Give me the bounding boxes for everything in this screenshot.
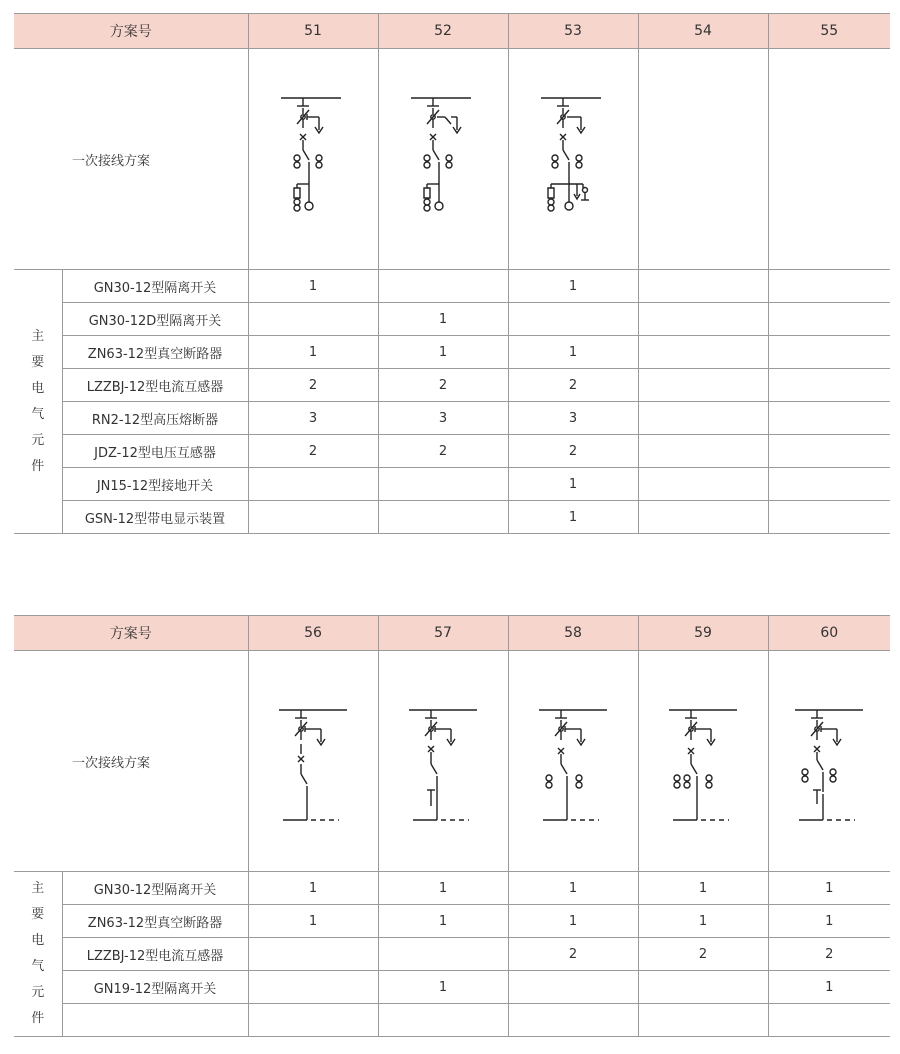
scheme-number: 57 [378,616,508,651]
component-group-label: 主 要 电 气 元 件 [14,270,62,534]
scheme-number: 58 [508,616,638,651]
component-qty [638,402,768,435]
component-qty: 1 [248,872,378,905]
component-qty: 1 [638,905,768,938]
header-row [14,616,890,651]
component-qty [768,402,890,435]
component-qty [248,1004,378,1037]
component-qty: 1 [378,905,508,938]
component-qty [768,270,890,303]
component-qty: 2 [768,938,890,971]
component-qty: 2 [378,369,508,402]
component-qty: 1 [508,501,638,534]
component-row [14,905,890,938]
component-qty [768,369,890,402]
component-qty [638,1004,768,1037]
component-qty: 2 [378,435,508,468]
header-label: 方案号 [14,14,248,49]
wiring-diagram-57 [378,651,508,872]
component-qty: 2 [508,369,638,402]
scheme-number: 56 [248,616,378,651]
component-qty [638,971,768,1004]
component-qty: 3 [248,402,378,435]
component-qty [638,468,768,501]
component-qty: 1 [508,468,638,501]
component-row [14,1004,890,1037]
scheme-number: 54 [638,14,768,49]
wiring-diagram-53 [508,49,638,270]
component-qty: 1 [248,905,378,938]
component-name: JN15-12型接地开关 [62,468,248,501]
component-row [14,435,890,468]
component-row [14,270,890,303]
component-name: GN30-12型隔离开关 [62,872,248,905]
component-name [62,1004,248,1037]
component-qty [378,468,508,501]
component-qty: 1 [768,872,890,905]
component-qty: 1 [378,872,508,905]
component-qty: 1 [378,971,508,1004]
component-qty [378,1004,508,1037]
scheme-number: 59 [638,616,768,651]
diagram-row [14,651,890,872]
wiring-diagram-59 [638,651,768,872]
component-name: GN30-12型隔离开关 [62,270,248,303]
component-qty: 2 [248,435,378,468]
wiring-diagram-51 [248,49,378,270]
component-qty: 2 [508,435,638,468]
component-qty [378,501,508,534]
component-qty: 1 [248,336,378,369]
component-name: GN19-12型隔离开关 [62,971,248,1004]
component-group-label: 主 要 电 气 元 件 [14,872,62,1037]
component-qty: 1 [248,270,378,303]
component-row [14,369,890,402]
component-qty [638,270,768,303]
component-qty: 2 [508,938,638,971]
component-qty [508,1004,638,1037]
header-label: 方案号 [14,616,248,651]
component-row [14,501,890,534]
component-qty: 1 [378,336,508,369]
component-row [14,938,890,971]
component-qty: 3 [508,402,638,435]
component-row [14,971,890,1004]
scheme-number: 51 [248,14,378,49]
component-name: GSN-12型带电显示装置 [62,501,248,534]
wiring-diagram-58 [508,651,638,872]
component-qty [508,971,638,1004]
component-name: ZN63-12型真空断路器 [62,905,248,938]
component-qty [638,303,768,336]
component-name: LZZBJ-12型电流互感器 [62,369,248,402]
diagram-row [14,49,890,270]
component-qty [638,336,768,369]
component-name: RN2-12型高压熔断器 [62,402,248,435]
component-qty [638,501,768,534]
component-qty [768,435,890,468]
component-qty [638,435,768,468]
component-qty: 1 [508,905,638,938]
component-qty [248,938,378,971]
component-qty [768,303,890,336]
component-row [14,303,890,336]
component-qty [378,270,508,303]
scheme-number: 60 [768,616,890,651]
component-qty: 1 [508,872,638,905]
wiring-diagram-55 [768,49,890,270]
scheme-number: 52 [378,14,508,49]
component-row [14,336,890,369]
component-name: GN30-12D型隔离开关 [62,303,248,336]
header-row [14,14,890,49]
component-name: JDZ-12型电压互感器 [62,435,248,468]
component-qty [768,468,890,501]
component-qty: 1 [768,905,890,938]
component-row [14,872,890,905]
component-qty: 3 [378,402,508,435]
component-qty [248,501,378,534]
wiring-diagram-52 [378,49,508,270]
component-qty [768,336,890,369]
component-qty [248,303,378,336]
component-name: ZN63-12型真空断路器 [62,336,248,369]
component-name: LZZBJ-12型电流互感器 [62,938,248,971]
scheme-table-2 [14,615,890,1037]
component-qty: 1 [508,270,638,303]
diagram-row-label: 一次接线方案 [14,651,248,872]
component-row [14,468,890,501]
component-qty: 1 [508,336,638,369]
component-qty [508,303,638,336]
wiring-diagram-60 [768,651,890,872]
diagram-row-label: 一次接线方案 [14,49,248,270]
component-qty [378,938,508,971]
scheme-number: 55 [768,14,890,49]
component-qty [248,468,378,501]
component-qty [248,971,378,1004]
component-qty: 2 [638,938,768,971]
component-qty: 1 [638,872,768,905]
component-qty: 1 [768,971,890,1004]
component-qty [768,1004,890,1037]
component-row [14,402,890,435]
wiring-diagram-54 [638,49,768,270]
component-qty: 2 [248,369,378,402]
component-qty: 1 [378,303,508,336]
wiring-diagram-56 [248,651,378,872]
component-qty [768,501,890,534]
scheme-table-1 [14,13,890,534]
component-qty [638,369,768,402]
scheme-number: 53 [508,14,638,49]
